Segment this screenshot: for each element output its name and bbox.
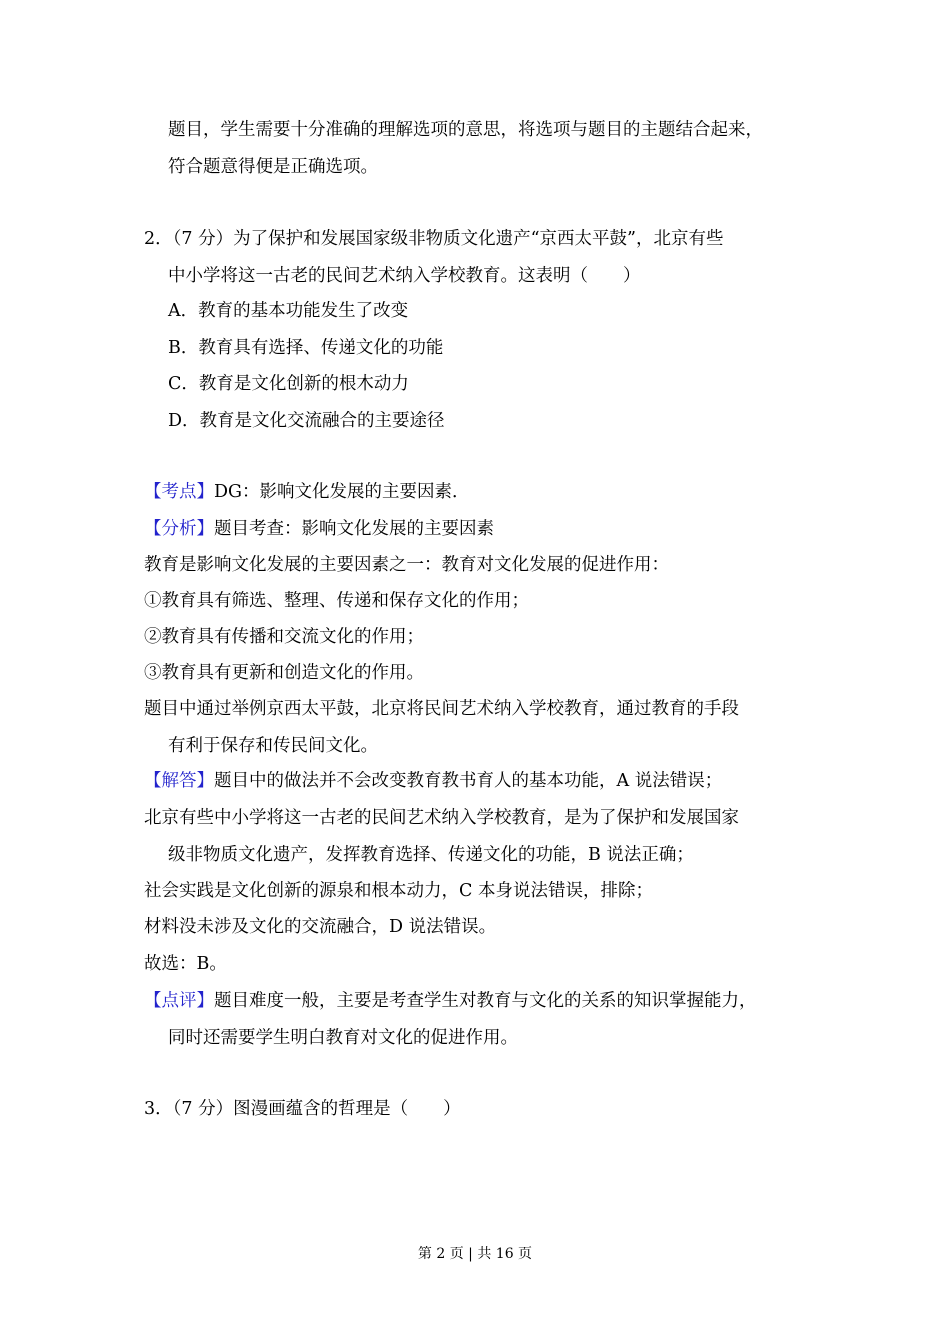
kaodian-text: DG：影响文化发展的主要因素． <box>214 482 470 502</box>
fenxi-line-6: 有利于保存和传民间文化。 <box>168 736 378 756</box>
fenxi-line-5: 题目中通过举例京西太平鼓，北京将民间艺术纳入学校教育，通过教育的手段 <box>144 699 739 719</box>
kaodian-section <box>144 481 470 503</box>
question-2-stem: （7 分）为了保护和发展国家级非物质文化遗产“京西太平鼓”，北京有些 <box>172 229 724 249</box>
jieda-line-3: 社会实践是文化创新的源泉和根本动力，C 本身说法错误，排除； <box>144 881 653 901</box>
fenxi-line-2: ①教育具有筛选、整理、传递和保存文化的作用； <box>144 591 529 611</box>
fenxi-line-1: 教育是影响文化发展的主要因素之一：教育对文化发展的促进作用： <box>144 555 669 575</box>
jieda-text: 题目中的做法并不会改变教育教书育人的基本功能，A 说法错误； <box>214 771 723 791</box>
continuation-line-1: 题目，学生需要十分准确的理解选项的意思，将选项与题目的主题结合起来， <box>168 120 763 140</box>
fenxi-line-3: ②教育具有传播和交流文化的作用； <box>144 627 424 647</box>
option-b: B．教育具有选择、传递文化的功能 <box>168 338 444 358</box>
dianping-line-2: 同时还需要学生明白教育对文化的促进作用。 <box>168 1028 518 1048</box>
kaodian-label: 【考点】 <box>144 482 214 502</box>
answer-line: 故选：B。 <box>144 954 227 974</box>
question-2-stem-line-1 <box>144 228 723 250</box>
question-3-stem: 3．（7 分）图漫画蕴含的哲理是（ ） <box>144 1099 461 1119</box>
option-c: C．教育是文化创新的根木动力 <box>168 374 409 394</box>
fenxi-section <box>144 518 494 540</box>
jieda-label: 【解答】 <box>144 771 214 791</box>
fenxi-label: 【分析】 <box>144 519 214 539</box>
question-2-stem-line-2: 中小学将这一古老的民间艺术纳入学校教育。这表明（ ） <box>168 266 641 286</box>
dianping-text: 题目难度一般，主要是考查学生对教育与文化的关系的知识掌握能力， <box>214 991 757 1011</box>
continuation-line-2: 符合题意得便是正确选项。 <box>168 157 378 177</box>
option-d: D．教育是文化交流融合的主要途径 <box>168 411 445 431</box>
fenxi-text: 题目考查：影响文化发展的主要因素 <box>214 519 494 539</box>
fenxi-line-4: ③教育具有更新和创造文化的作用。 <box>144 663 424 683</box>
dianping-label: 【点评】 <box>144 991 214 1011</box>
jieda-line-4: 材料没未涉及文化的交流融合，D 说法错误。 <box>144 917 497 937</box>
jieda-line-1: 北京有些中小学将这一古老的民间艺术纳入学校教育，是为了保护和发展国家 <box>144 808 739 828</box>
jieda-line-2: 级非物质文化遗产，发挥教育选择、传递文化的功能，B 说法正确； <box>168 845 694 865</box>
jieda-section <box>144 770 722 792</box>
page-footer: 第 2 页 | 共 16 页 <box>417 1246 533 1262</box>
dianping-section <box>144 990 757 1012</box>
option-a: A．教育的基本功能发生了改变 <box>168 301 409 321</box>
question-2-number: 2． <box>144 229 173 249</box>
